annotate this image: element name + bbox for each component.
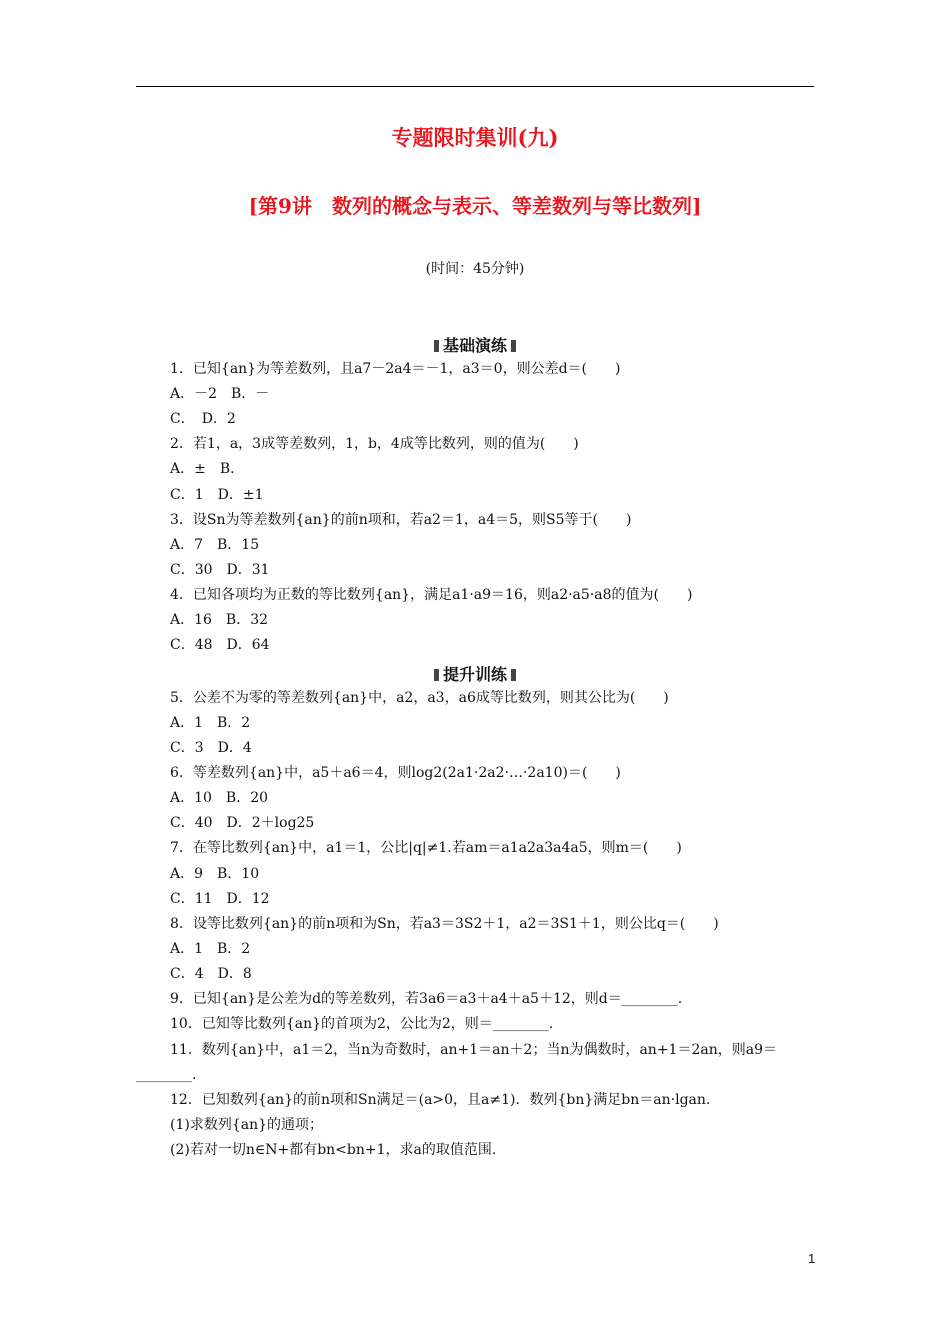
choices-2ab: A．± B． bbox=[170, 461, 245, 477]
section-marker-left bbox=[434, 340, 439, 352]
question-3: 3．设Sn为等差数列{an}的前n项和，若a2＝1，a4＝5，则S5等于( ) bbox=[170, 512, 632, 528]
question-9: 9．已知{an}是公差为d的等差数列，若3a6＝a3＋a4＋a5＋12，则d＝________. bbox=[170, 991, 683, 1007]
question-5: 5．公差不为零的等差数列{an}中，a2，a3，a6成等比数列，则其公比为( ) bbox=[170, 690, 669, 706]
top-rule bbox=[136, 86, 814, 87]
question-10: 10．已知等比数列{an}的首项为2，公比为2，则＝________. bbox=[170, 1016, 554, 1032]
question-2: 2．若1，a，3成等差数列，1，b，4成等比数列，则的值为( ) bbox=[170, 436, 579, 452]
choices-8ab: A．1 B．2 bbox=[170, 941, 251, 957]
choices-4cd: C．48 D．64 bbox=[170, 637, 270, 653]
page-number: 1 bbox=[808, 1251, 816, 1266]
choices-1ab: A．－2 B．－ bbox=[170, 386, 270, 402]
question-7: 7．在等比数列{an}中，a1＝1，公比|q|≠1.若am＝a1a2a3a4a5，则m＝( ) bbox=[170, 840, 682, 856]
question-11: 11．数列{an}中，a1＝2，当n为奇数时，an+1＝an＋2；当n为偶数时，an+1＝2an，则a9＝ bbox=[170, 1042, 777, 1058]
section-marker-right bbox=[511, 340, 516, 352]
lecture-subtitle: [第9讲 数列的概念与表示、等差数列与等比数列] bbox=[248, 194, 702, 218]
choices-2cd: C．1 D．±1 bbox=[170, 487, 264, 503]
choices-7cd: C．11 D．12 bbox=[170, 891, 270, 907]
choices-7ab: A．9 B．10 bbox=[170, 866, 260, 882]
choices-3cd: C．30 D．31 bbox=[170, 562, 270, 578]
section-label: 提升训练 bbox=[442, 665, 507, 684]
choices-5cd: C．3 D．4 bbox=[170, 740, 252, 756]
choices-1cd: C． D．2 bbox=[170, 411, 236, 427]
question-12-part-1: (1)求数列{an}的通项； bbox=[170, 1117, 324, 1133]
choices-3ab: A．7 B．15 bbox=[170, 537, 260, 553]
section-marker-left bbox=[434, 669, 439, 681]
page-title: 专题限时集训(九) bbox=[391, 125, 559, 150]
question-1: 1．已知{an}为等差数列，且a7－2a4＝－1，a3＝0，则公差d＝( ) bbox=[170, 361, 621, 377]
question-12: 12．已知数列{an}的前n项和Sn满足＝(a>0，且a≠1)．数列{bn}满足bn＝an·lgan. bbox=[170, 1092, 711, 1108]
section-marker-right bbox=[511, 669, 516, 681]
choices-6cd: C．40 D．2＋log25 bbox=[170, 815, 315, 831]
choices-6ab: A．10 B．20 bbox=[170, 790, 269, 806]
question-6: 6．等差数列{an}中，a5＋a6＝4，则log2(2a1·2a2·…·2a10)＝( ) bbox=[170, 765, 621, 781]
section-label: 基础演练 bbox=[442, 336, 507, 355]
choices-8cd: C．4 D．8 bbox=[170, 966, 252, 982]
section-heading-basic bbox=[0, 333, 950, 356]
question-4: 4．已知各项均为正数的等比数列{an}，满足a1·a9＝16，则a2·a5·a8的值为( ) bbox=[170, 587, 693, 603]
question-12-part-2: (2)若对一切n∈N+都有bn<bn+1，求a的取值范围. bbox=[170, 1142, 497, 1158]
time-limit: (时间：45分钟) bbox=[425, 261, 525, 277]
question-8: 8．设等比数列{an}的前n项和为Sn，若a3＝3S2＋1，a2＝3S1＋1，则公比q＝( ) bbox=[170, 916, 719, 932]
question-11-blank: ________. bbox=[136, 1067, 197, 1083]
section-heading-advanced bbox=[0, 662, 950, 685]
choices-4ab: A．16 B．32 bbox=[170, 612, 269, 628]
choices-5ab: A．1 B．2 bbox=[170, 715, 251, 731]
